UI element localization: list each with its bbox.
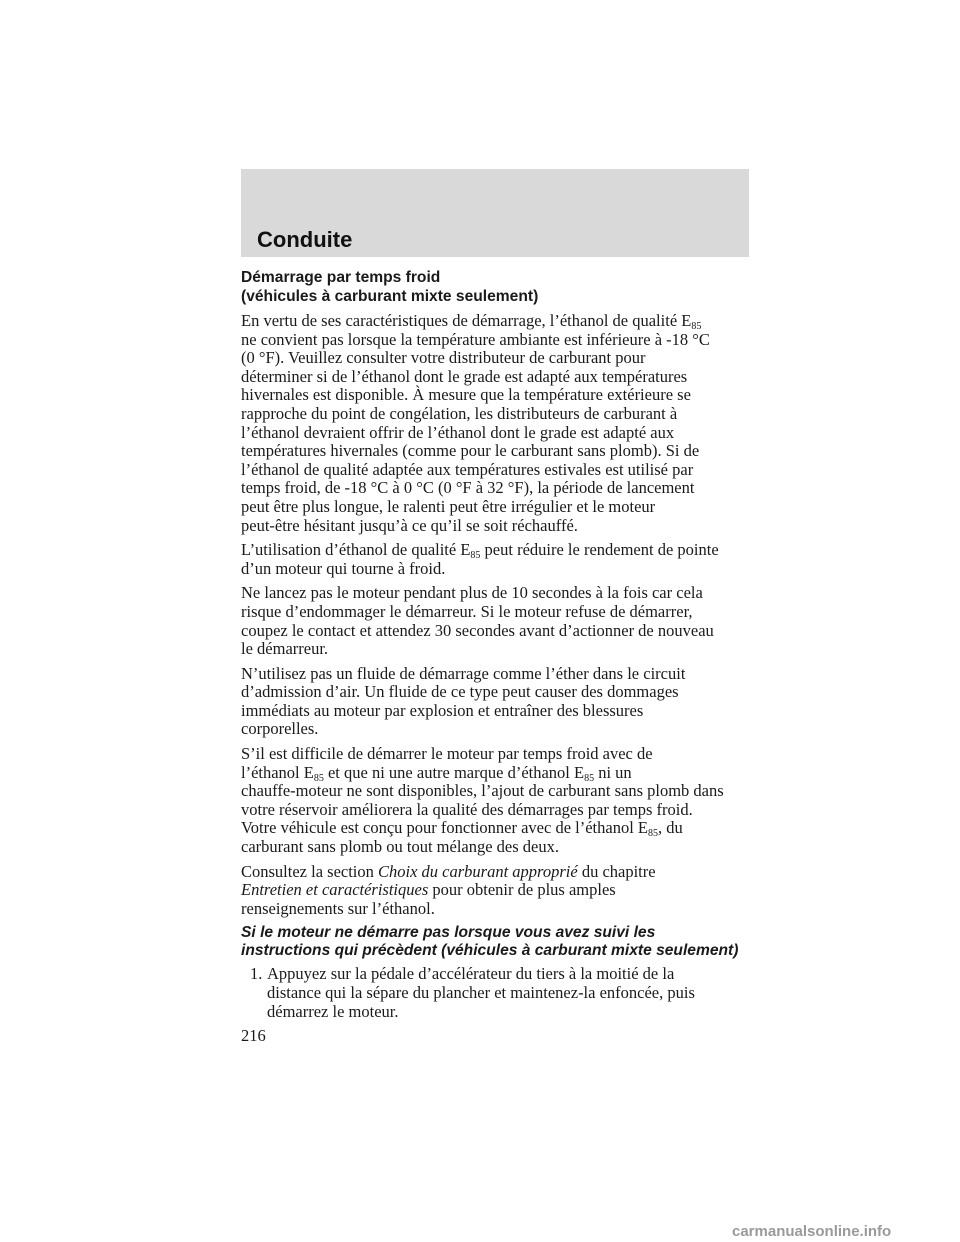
heading-cold-start (241, 268, 751, 306)
heading-line: (véhicules à carburant mixte seulement) (241, 288, 539, 305)
text-line: hivernales est disponible. À mesure que la température extérieure se (241, 385, 691, 405)
watermark: carmanualsonline.info (732, 1223, 892, 1240)
text-run: Consultez la section (241, 861, 379, 881)
text-line: carburant sans plomb ou tout mélange des deux. (241, 837, 560, 857)
text-line: coupez le contact et attendez 30 secondes avant d’actionner de nouveau (241, 620, 714, 640)
text-line (241, 312, 751, 331)
text-run: Votre véhicule est conçu pour fonctionner avec de l’éthanol E (241, 818, 648, 838)
text-run: L’utilisation d’éthanol de qualité E (241, 540, 471, 560)
text-run: ni un (594, 762, 632, 782)
text-line (241, 541, 751, 560)
text-line: peut-être hésitant jusqu’à ce qu’il se soit réchauffé. (241, 515, 578, 535)
text-line: risque d’endommager le démarreur. Si le moteur refuse de démarrer, (241, 601, 693, 621)
text-line (241, 764, 751, 783)
heading-line: instructions qui précèdent (véhicules à carburant mixte seulement) (241, 942, 739, 960)
page-number: 216 (241, 1026, 266, 1046)
text-line: Ne lancez pas le moteur pendant plus de 10 secondes à la fois car cela (241, 583, 703, 603)
text-run: pour obtenir de plus amples (428, 880, 616, 900)
text-line (241, 881, 751, 900)
list-number: 1. (250, 964, 263, 984)
page-content (241, 268, 751, 1046)
text-line: le démarreur. (241, 639, 329, 659)
text-line: ne convient pas lorsque la température ambiante est inférieure à -18 °C (241, 329, 710, 349)
text-run: , du (658, 818, 683, 838)
section-header-band (241, 169, 749, 257)
paragraph-unleaded-mix (241, 745, 751, 857)
heading-line: Démarrage par temps froid (241, 269, 441, 286)
paragraph-ethanol-cold (241, 312, 751, 535)
text-line: distance qui la sépare du plancher et maintenez-la enfoncée, puis (267, 983, 695, 1002)
paragraph-see-section (241, 863, 751, 919)
text-run: En vertu de ses caractéristiques de démarrage, l’éthanol de qualité E (241, 311, 692, 330)
heading-engine-not-starting (241, 924, 751, 960)
text-line: peut être plus longue, le ralenti peut être irrégulier et le moteur (241, 496, 656, 516)
text-line: l’éthanol de qualité adaptée aux températures estivales est utilisé par (241, 459, 694, 479)
text-run: du chapitre (577, 861, 656, 881)
subscript: 85 (691, 321, 702, 332)
subscript: 85 (313, 772, 324, 784)
heading-line: Si le moteur ne démarre pas lorsque vous avez suivi les (241, 924, 656, 942)
text-line: déterminer si de l’éthanol dont le grade est adapté aux températures (241, 366, 688, 386)
text-line: d’un moteur qui tourne à froid. (241, 558, 446, 578)
list-item (241, 965, 751, 1021)
text-run: l’éthanol E (241, 762, 314, 782)
section-reference: Choix du carburant approprié (378, 861, 578, 881)
text-line (241, 819, 751, 838)
text-line: chauffe-moteur ne sont disponibles, l’ajout de carburant sans plomb dans (241, 781, 724, 801)
text-line: immédiats au moteur par explosion et entraîner des blessures (241, 700, 644, 720)
text-line: d’admission d’air. Un fluide de ce type peut causer des dommages (241, 682, 679, 702)
text-line (241, 863, 751, 882)
text-line: l’éthanol devraient offrir de l’éthanol dont le grade est adapté aux (241, 422, 675, 442)
text-line: (0 °F). Veuillez consulter votre distributeur de carburant pour (241, 348, 646, 368)
paragraph-e85-performance (241, 541, 751, 578)
text-line: températures hivernales (comme pour le carburant sans plomb). Si de (241, 441, 700, 461)
text-line: N’utilisez pas un fluide de démarrage comme l’éther dans le circuit (241, 663, 686, 683)
text-line: votre réservoir améliorera la qualité des démarrages par temps froid. (241, 799, 693, 819)
text-line: Appuyez sur la pédale d’accélérateur du tiers à la moitié de la (267, 964, 675, 984)
text-line: rapproche du point de congélation, les distributeurs de carburant à (241, 403, 678, 423)
text-line: temps froid, de -18 °C à 0 °C (0 °F à 32 °F), la période de lancement (241, 478, 695, 498)
text-line: démarrez le moteur. (267, 1001, 399, 1021)
paragraph-starting-fluid (241, 665, 751, 739)
subscript: 85 (584, 772, 595, 784)
text-line: renseignements sur l’éthanol. (241, 898, 435, 918)
paragraph-starter-warning (241, 584, 751, 658)
chapter-reference: Entretien et caractéristiques (241, 880, 429, 900)
text-line: corporelles. (241, 719, 319, 739)
subscript: 85 (648, 828, 658, 840)
text-run: peut réduire le rendement de pointe (480, 540, 719, 560)
text-run: et que ni une autre marque d’éthanol E (323, 762, 585, 782)
subscript: 85 (470, 550, 481, 562)
section-title: Conduite (257, 227, 353, 252)
text-line: S’il est difficile de démarrer le moteur par temps froid avec de (241, 744, 653, 764)
